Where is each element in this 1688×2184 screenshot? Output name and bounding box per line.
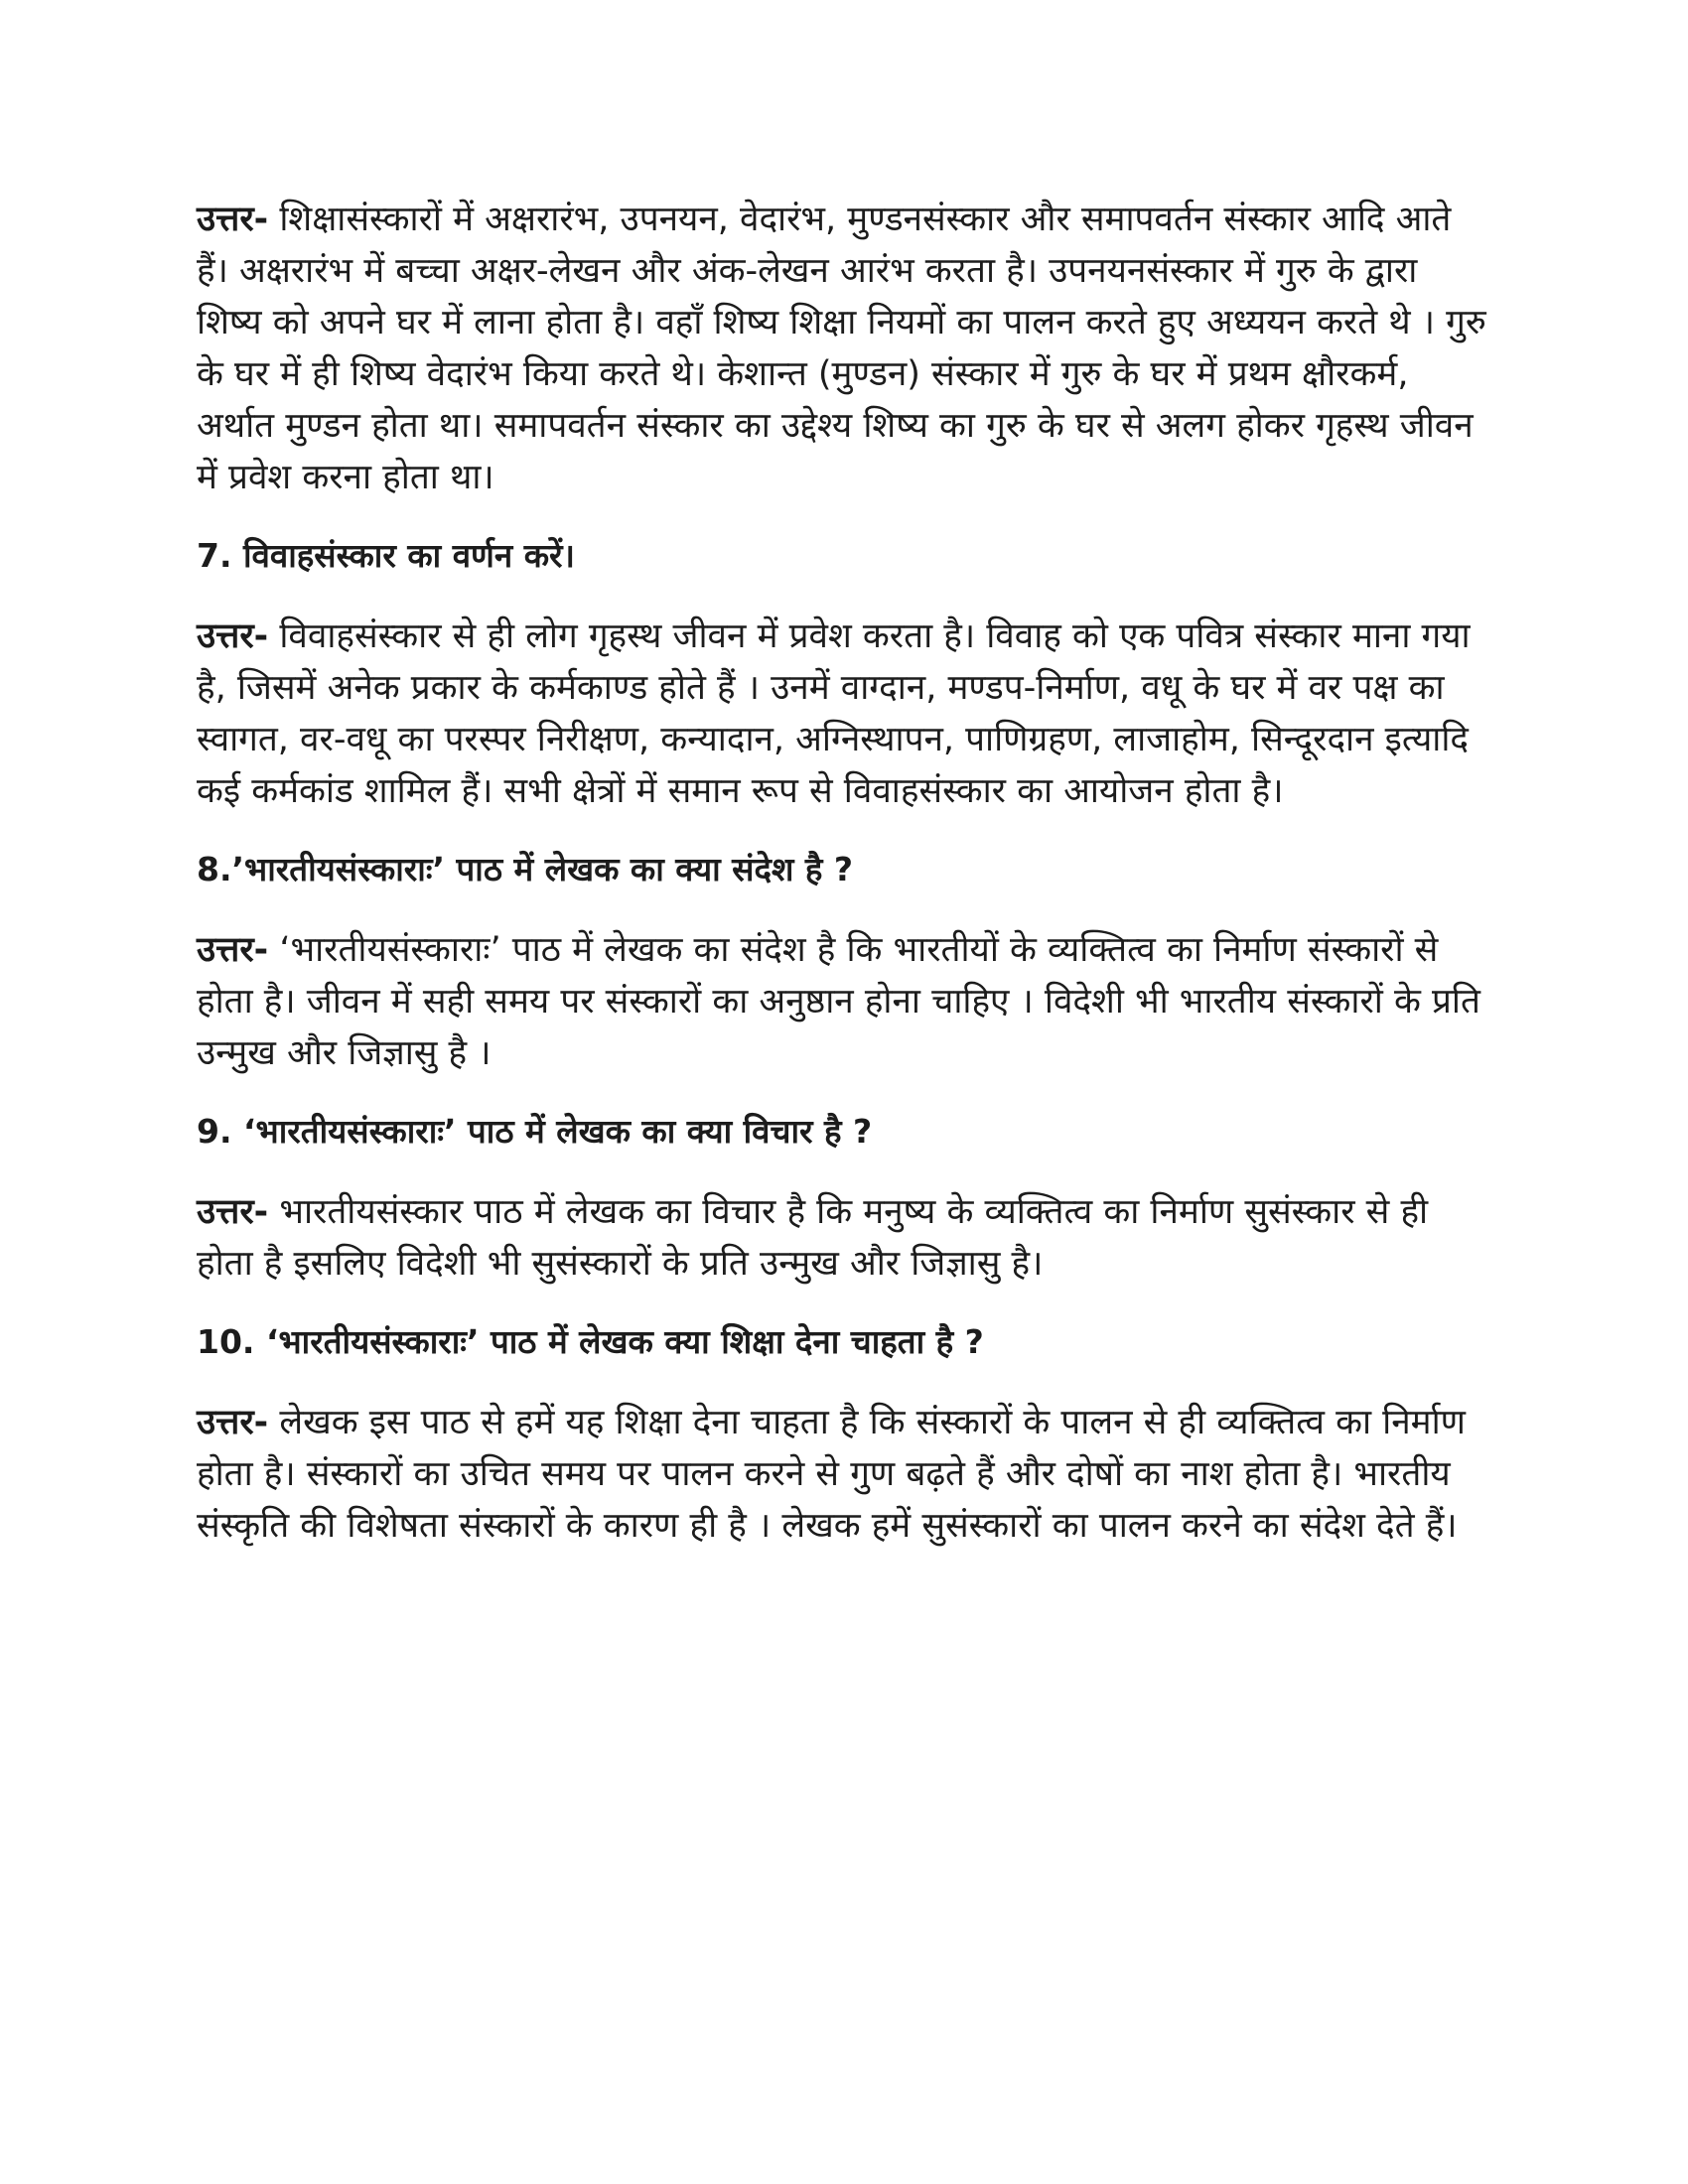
- question-heading: 7. विवाहसंस्कार का वर्णन करें।: [197, 536, 576, 575]
- answer-label: उत्तर-: [197, 1192, 269, 1232]
- answer-text: ‘भारतीयसंस्काराः’ पाठ में लेखक का संदेश है कि भारतीयों के व्यक्तित्व का निर्माण संस्कारों से होता है। जीवन में सही समय पर संस्कारों का अनुष्ठान होना चाहिए । विदेशी भी भारतीय संस्कारों के प्रति उन्मुख और जिज्ञासु है ।: [197, 930, 1480, 1073]
- answer-label: उत्तर-: [197, 616, 269, 656]
- question-heading: 8.’भारतीयसंस्काराः’ पाठ में लेखक का क्या संदेश है ?: [197, 850, 854, 888]
- answer-label: उत्तर-: [197, 1403, 269, 1442]
- answer-paragraph: [197, 1186, 1487, 1290]
- answer-paragraph: [197, 1397, 1487, 1552]
- answer-text: लेखक इस पाठ से हमें यह शिक्षा देना चाहता है कि संस्कारों के पालन से ही व्यक्तित्व का निर्माण होता है। संस्कारों का उचित समय पर पालन करने से गुण बढ़ते हैं और दोषों का नाश होता है। भारतीय संस्कृति की विशेषता संस्कारों के कारण ही है । लेखक हमें सुसंस्कारों का पालन करने का संदेश देते हैं।: [197, 1403, 1466, 1546]
- answer-paragraph: [197, 611, 1487, 817]
- answer-label: उत्तर-: [197, 200, 269, 239]
- document-page: [197, 194, 1487, 1579]
- answer-text: शिक्षासंस्कारों में अक्षरारंभ, उपनयन, वेदारंभ, मुण्डनसंस्कार और समापवर्तन संस्कार आदि आते हैं। अक्षरारंभ में बच्चा अक्षर-लेखन और अंक-लेखन आरंभ करता है। उपनयनसंस्कार में गुरु के द्वारा शिष्य को अपने घर में लाना होता है। वहाँ शिष्य शिक्षा नियमों का पालन करते हुए अध्ययन करते थे । गुरु के घर में ही शिष्य वेदारंभ किया करते थे। केशान्त (मुण्डन) संस्कार में गुरु के घर में प्रथम क्षौरकर्म, अर्थात मुण्डन होता था। समापवर्तन संस्कार का उद्देश्य शिष्य का गुरु के घर से अलग होकर गृहस्थ जीवन में प्रवेश करना होता था।: [197, 200, 1486, 497]
- question-heading: 9. ‘भारतीयसंस्काराः’ पाठ में लेखक का क्या विचार है ?: [197, 1112, 873, 1151]
- answer-text: विवाहसंस्कार से ही लोग गृहस्थ जीवन में प्रवेश करता है। विवाह को एक पवित्र संस्कार माना गया है, जिसमें अनेक प्रकार के कर्मकाण्ड होते हैं । उनमें वाग्दान, मण्डप-निर्माण, वधू के घर में वर पक्ष का स्वागत, वर-वधू का परस्पर निरीक्षण, कन्यादान, अग्निस्थापन, पाणिग्रहण, लाजाहोम, सिन्दूरदान इत्यादि कई कर्मकांड शामिल हैं। सभी क्षेत्रों में समान रूप से विवाहसंस्कार का आयोजन होता है।: [197, 616, 1471, 811]
- answer-paragraph: [197, 924, 1487, 1079]
- answer-text: भारतीयसंस्कार पाठ में लेखक का विचार है कि मनुष्य के व्यक्तित्व का निर्माण सुसंस्कार से ही होता है इसलिए विदेशी भी सुसंस्कारों के प्रति उन्मुख और जिज्ञासु है।: [197, 1192, 1429, 1284]
- answer-label: उत्तर-: [197, 930, 269, 970]
- question-heading: 10. ‘भारतीयसंस्काराः’ पाठ में लेखक क्या शिक्षा देना चाहता है ?: [197, 1322, 984, 1361]
- answer-paragraph: [197, 194, 1487, 503]
